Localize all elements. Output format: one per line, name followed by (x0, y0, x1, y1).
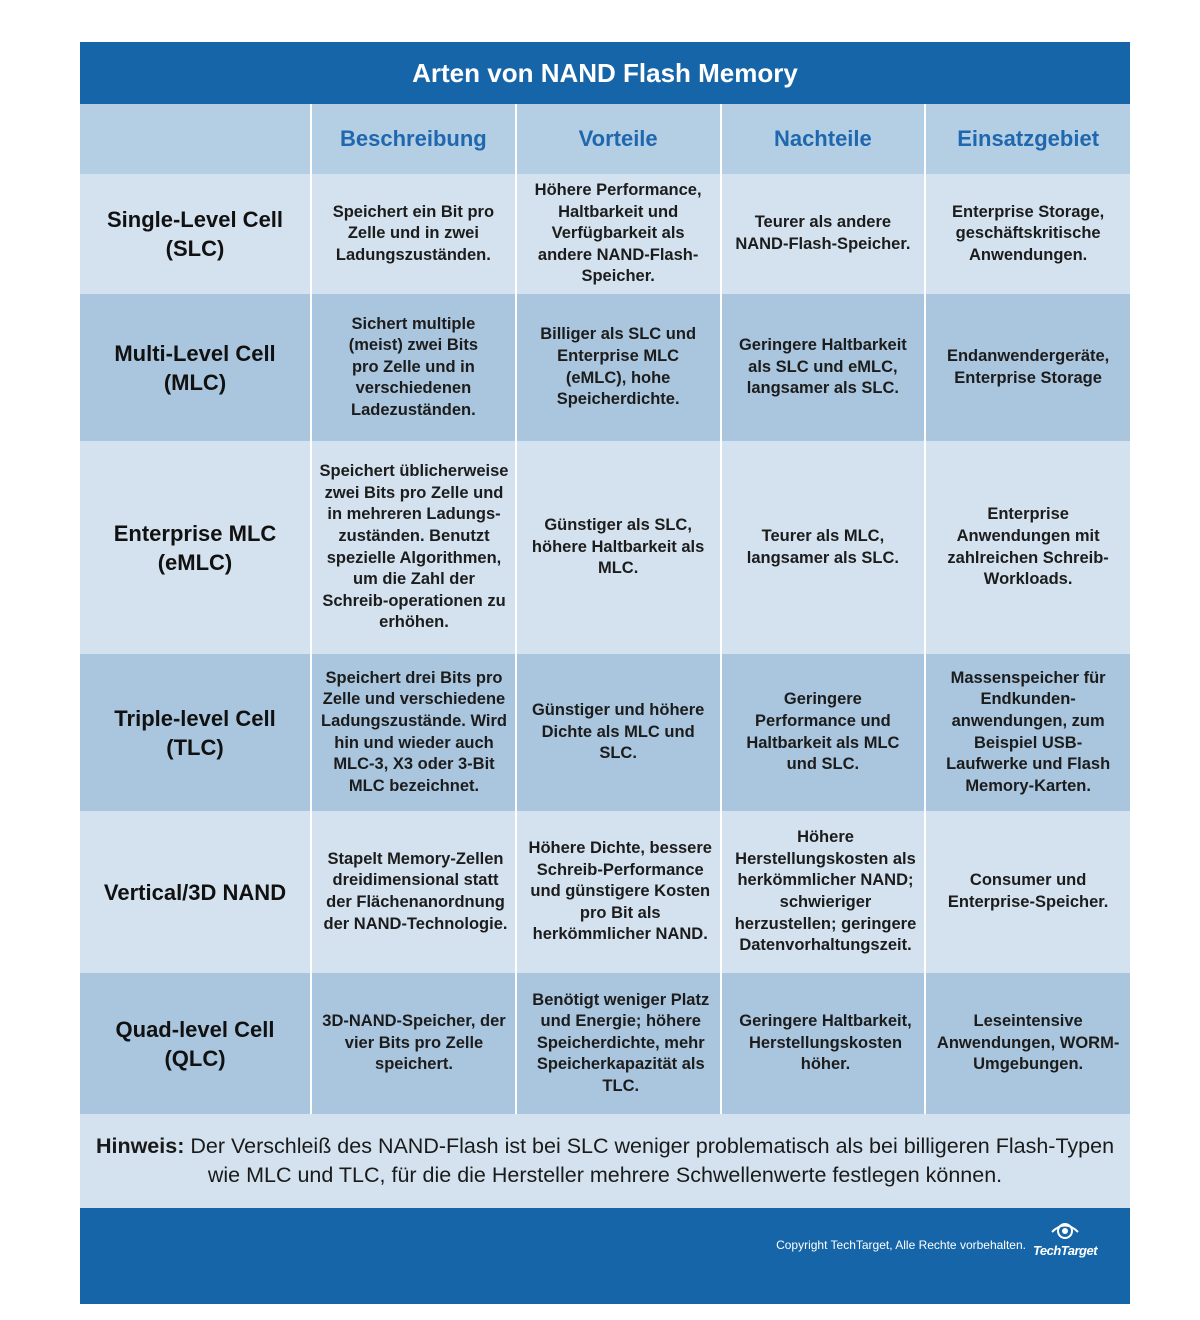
cell-disadvantages: Geringere Performance und Haltbarkeit als MLC und SLC. (721, 654, 926, 811)
table-row-3d-nand (80, 811, 1130, 973)
cell-advantages: Höhere Dichte, bessere Schreib-Performance und günstigere Kosten pro Bit als herkömmlicher NAND. (516, 811, 721, 973)
table-row-qlc (80, 973, 1130, 1114)
cell-use: Consumer und Enterprise-Speicher. (925, 811, 1130, 973)
column-header-use: Einsatzgebiet (925, 104, 1130, 174)
footnote (80, 1114, 1130, 1208)
row-header: Enterprise MLC (eMLC) (80, 441, 311, 654)
comparison-table (80, 104, 1130, 1114)
cell-description: Speichert üblicherweise zwei Bits pro Zelle und in mehreren Ladungs-zuständen. Benutzt spezielle Algorithmen, um die Zahl der Schreib-operationen zu erhöhen. (311, 441, 516, 654)
logo-text: TechTarget (1032, 1243, 1098, 1258)
page-title: Arten von NAND Flash Memory (80, 42, 1130, 104)
cell-disadvantages: Teurer als MLC, langsamer als SLC. (721, 441, 926, 654)
cell-description: Stapelt Memory-Zellen dreidimensional statt der Flächenanordnung der NAND-Technologie. (311, 811, 516, 973)
table-header-row (80, 104, 1130, 174)
column-header-empty (80, 104, 311, 174)
row-header: Single-Level Cell (SLC) (80, 174, 311, 294)
table-row-mlc (80, 294, 1130, 441)
column-header-advantages: Vorteile (516, 104, 721, 174)
cell-advantages: Höhere Performance, Haltbarkeit und Verfügbarkeit als andere NAND-Flash-Speicher. (516, 174, 721, 294)
cell-use: Leseintensive Anwendungen, WORM-Umgebungen. (925, 973, 1130, 1114)
table-row-tlc (80, 654, 1130, 811)
cell-advantages: Benötigt weniger Platz und Energie; höhere Speicherdichte, mehr Speicherkapazität als TLC. (516, 973, 721, 1114)
cell-description: Sichert multiple (meist) zwei Bits pro Zelle und in verschiedenen Ladezuständen. (311, 294, 516, 441)
row-header: Multi-Level Cell (MLC) (80, 294, 311, 441)
column-header-description: Beschreibung (311, 104, 516, 174)
techtarget-logo (1032, 1218, 1098, 1258)
row-header: Triple-level Cell (TLC) (80, 654, 311, 811)
row-header: Quad-level Cell (QLC) (80, 973, 311, 1114)
cell-description: 3D-NAND-Speicher, der vier Bits pro Zelle speichert. (311, 973, 516, 1114)
row-header: Vertical/3D NAND (80, 811, 311, 973)
footer-bar (80, 1208, 1130, 1304)
footnote-body: Der Verschleiß des NAND-Flash ist bei SLC weniger problematisch als bei billigeren Flash-Typen wie MLC und TLC, für die die Hersteller mehrere Schwellenwerte festlegen können. (190, 1134, 1115, 1187)
cell-disadvantages: Geringere Haltbarkeit als SLC und eMLC, langsamer als SLC. (721, 294, 926, 441)
footnote-label: Hinweis: (95, 1134, 185, 1158)
cell-advantages: Billiger als SLC und Enterprise MLC (eMLC), hohe Speicherdichte. (516, 294, 721, 441)
cell-use: Massenspeicher für Endkunden-anwendungen, zum Beispiel USB-Laufwerke und Flash Memory-Karten. (925, 654, 1130, 811)
cell-use: Enterprise Storage, geschäftskritische Anwendungen. (925, 174, 1130, 294)
cell-description: Speichert drei Bits pro Zelle und verschiedene Ladungszustände. Wird hin und wieder auch MLC-3, X3 oder 3-Bit MLC bezeichnet. (311, 654, 516, 811)
cell-description: Speichert ein Bit pro Zelle und in zwei Ladungszuständen. (311, 174, 516, 294)
cell-disadvantages: Geringere Haltbarkeit, Herstellungskosten höher. (721, 973, 926, 1114)
cell-use: Endanwendergeräte, Enterprise Storage (925, 294, 1130, 441)
eye-icon (1032, 1218, 1098, 1244)
table-row-emlc (80, 441, 1130, 654)
cell-disadvantages: Teurer als andere NAND-Flash-Speicher. (721, 174, 926, 294)
infographic (80, 42, 1130, 1304)
copyright-text: Copyright TechTarget, Alle Rechte vorbehalten. (776, 1238, 1026, 1252)
column-header-disadvantages: Nachteile (721, 104, 926, 174)
cell-advantages: Günstiger als SLC, höhere Haltbarkeit als MLC. (516, 441, 721, 654)
table-row-slc (80, 174, 1130, 294)
cell-disadvantages: Höhere Herstellungskosten als herkömmlicher NAND; schwieriger herzustellen; geringere Datenvorhaltungszeit. (721, 811, 926, 973)
footnote-text (90, 1132, 1120, 1190)
cell-use: Enterprise Anwendungen mit zahlreichen Schreib-Workloads. (925, 441, 1130, 654)
cell-advantages: Günstiger und höhere Dichte als MLC und SLC. (516, 654, 721, 811)
